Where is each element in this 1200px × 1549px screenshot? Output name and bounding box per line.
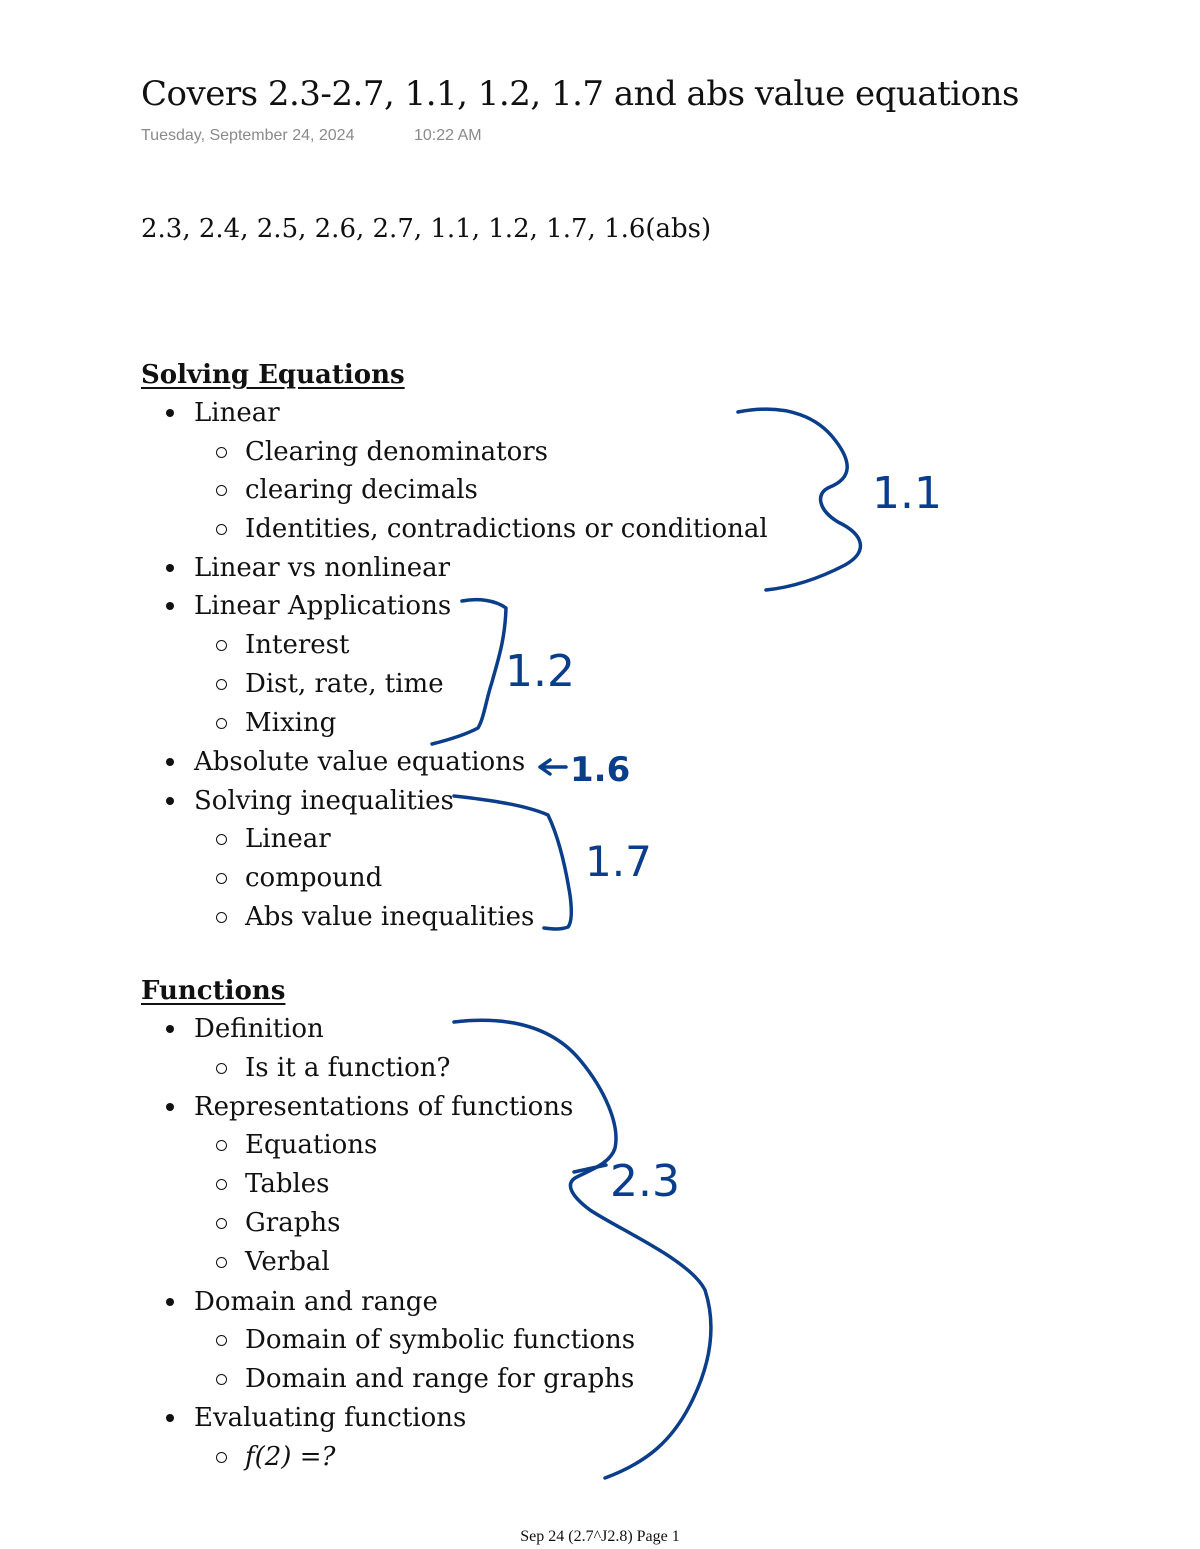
list-item: Abs value inequalities: [216, 902, 534, 932]
list-item: Domain and range for graphs: [216, 1364, 634, 1394]
list-item: Representations of functions: [166, 1092, 573, 1122]
list-item: Solving inequalities: [166, 786, 454, 816]
annotation-1-7: 1.7: [585, 837, 652, 886]
page-title: Covers 2.3-2.7, 1.1, 1.2, 1.7 and abs value equations: [141, 74, 1019, 114]
note-date: Tuesday, September 24, 2024: [141, 127, 355, 144]
arrow-icon: [540, 760, 566, 774]
list-item: Mixing: [216, 708, 336, 738]
list-item: Interest: [216, 630, 349, 660]
list-item: Identities, contradictions or conditional: [216, 514, 768, 544]
heading-functions: Functions: [141, 976, 286, 1006]
annotation-1-6: 1.6: [570, 750, 631, 790]
list-item: Equations: [216, 1130, 377, 1160]
bracket-1-7: [454, 796, 571, 929]
brace-2-3: [454, 1020, 711, 1478]
list-item: Absolute value equations: [166, 747, 525, 777]
bracket-1-2: [432, 600, 506, 744]
list-item: Evaluating functions: [166, 1403, 466, 1433]
list-item: f(2) =?: [216, 1442, 335, 1472]
list-item: Verbal: [216, 1247, 330, 1277]
list-item: clearing decimals: [216, 475, 478, 505]
annotation-1-1: 1.1: [872, 468, 942, 519]
list-item: Is it a function?: [216, 1053, 450, 1083]
list-item: Linear: [166, 398, 280, 428]
list-item: Linear: [216, 824, 331, 854]
list-item: Dist, rate, time: [216, 669, 444, 699]
list-item: Graphs: [216, 1208, 340, 1238]
list-item: Clearing denominators: [216, 437, 548, 467]
list-item: Linear Applications: [166, 591, 451, 621]
sections-list: 2.3, 2.4, 2.5, 2.6, 2.7, 1.1, 1.2, 1.7, 1.6(abs): [141, 214, 712, 244]
annotation-1-2: 1.2: [505, 646, 575, 697]
heading-solving-equations: Solving Equations: [141, 360, 405, 390]
list-item: Linear vs nonlinear: [166, 553, 450, 583]
brace-1-1: [738, 409, 860, 590]
list-item: compound: [216, 863, 382, 893]
page-footer: Sep 24 (2.7^J2.8) Page 1: [520, 1528, 680, 1545]
list-item: Domain and range: [166, 1287, 438, 1317]
list-item: Definition: [166, 1014, 324, 1044]
annotation-2-3: 2.3: [610, 1156, 680, 1207]
note-time: 10:22 AM: [414, 127, 482, 144]
list-item: Tables: [216, 1169, 330, 1199]
list-item: Domain of symbolic functions: [216, 1325, 635, 1355]
